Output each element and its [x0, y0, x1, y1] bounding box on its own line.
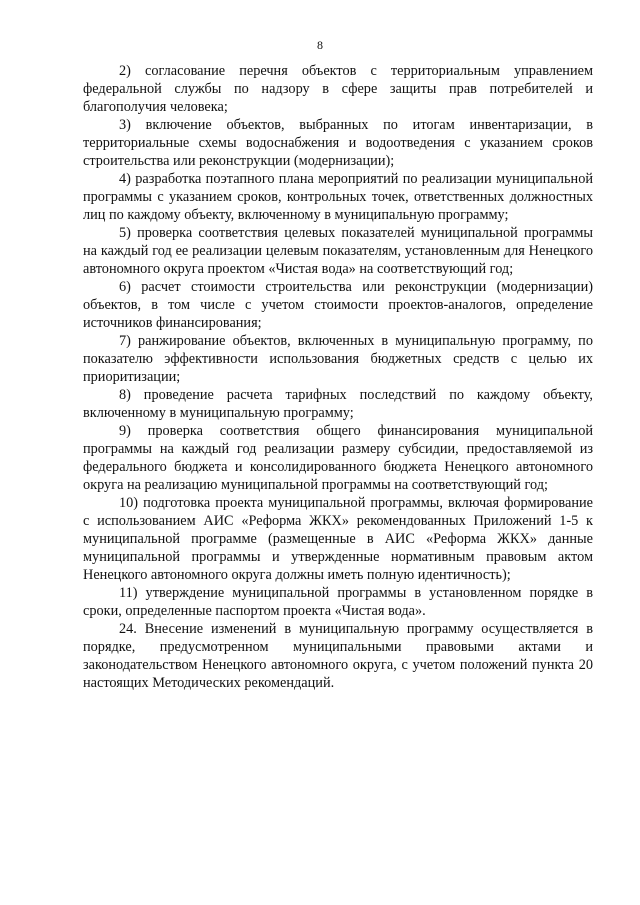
paragraph-item-7: 7) ранжирование объектов, включенных в муниципальную программу, по показателю эффективности использования бюджетных средств с целью их приоритизации; [83, 333, 593, 385]
paragraph-item-4: 4) разработка поэтапного плана мероприятий по реализации муниципальной программы с указанием сроков, контрольных точек, ответственных должностных лиц по каждому объекту, включенному в муниципальную программу; [83, 171, 593, 223]
paragraph-item-11: 11) утверждение муниципальной программы в установленном порядке в сроки, определенные паспортом проекта «Чистая вода». [83, 585, 593, 619]
paragraph-item-5: 5) проверка соответствия целевых показателей муниципальной программы на каждый год ее реализации целевым показателям, установленным для Ненецкого автономного округа проектом «Чистая вода» на соответствующий год; [83, 225, 593, 277]
paragraph-item-9: 9) проверка соответствия общего финансирования муниципальной программы на каждый год реализации размеру субсидии, предоставляемой из федерального бюджета и консолидированного бюджета Ненецкого автономного округа на реализацию муниципальной программы на соответствующий год; [83, 423, 593, 493]
page-number: 8 [317, 38, 323, 52]
paragraph-section-24: 24. Внесение изменений в муниципальную программу осуществляется в порядке, предусмотренном муниципальными правовыми актами и законодательством Ненецкого автономного округа, с учетом положений пункта 20 настоящих Методических рекомендаций. [83, 621, 593, 691]
paragraph-item-10: 10) подготовка проекта муниципальной программы, включая формирование с использованием АИС «Реформа ЖКХ» рекомендованных Приложений 1-5 к муниципальной программе (размещенные в АИС «Реформа ЖКХ» данные муниципальной программы и утвержденные нормативным правовым актом Ненецкого автономного округа должны иметь полную идентичность); [83, 495, 593, 583]
document-body [83, 62, 593, 692]
paragraph-item-8: 8) проведение расчета тарифных последствий по каждому объекту, включенному в муниципальную программу; [83, 387, 593, 421]
paragraph-item-2: 2) согласование перечня объектов с территориальным управлением федеральной службы по надзору в сфере защиты прав потребителей и благополучия человека; [83, 63, 593, 115]
paragraph-item-3: 3) включение объектов, выбранных по итогам инвентаризации, в территориальные схемы водоснабжения и водоотведения с указанием сроков строительства или реконструкции (модернизации); [83, 117, 593, 169]
paragraph-item-6: 6) расчет стоимости строительства или реконструкции (модернизации) объектов, в том числе с учетом стоимости проектов-аналогов, определение источников финансирования; [83, 279, 593, 331]
